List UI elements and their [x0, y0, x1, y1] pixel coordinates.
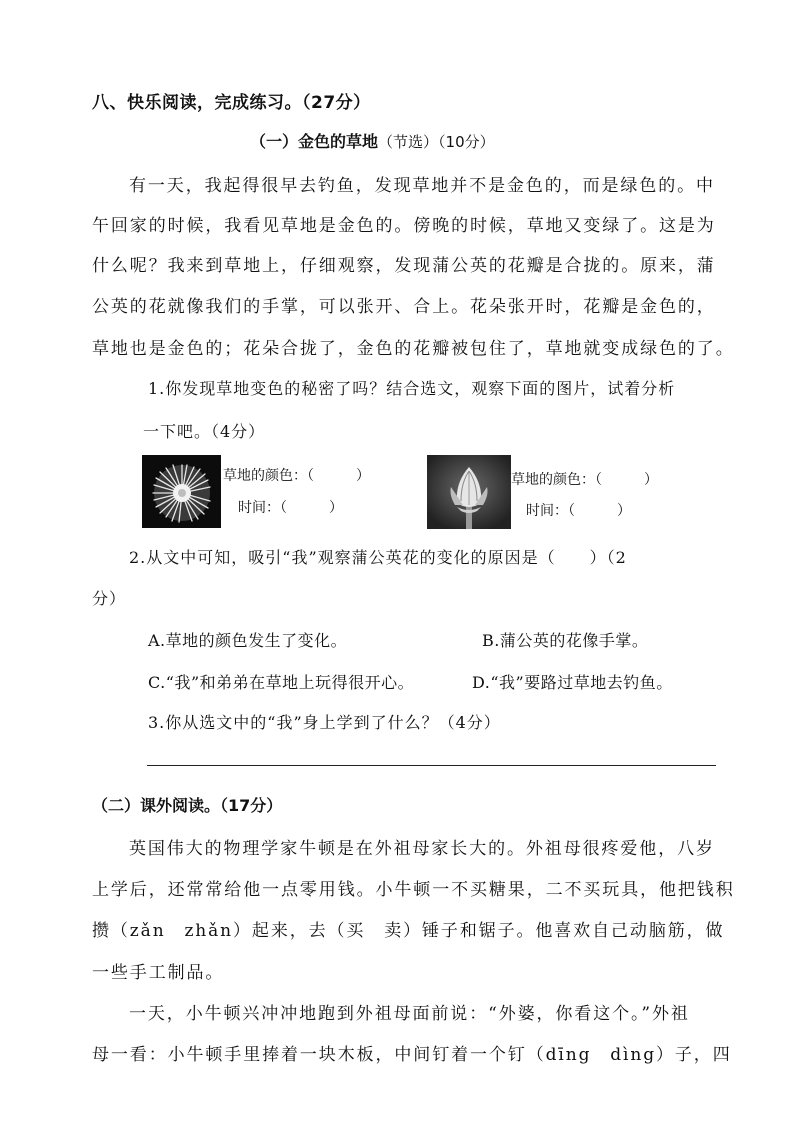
option-c: C.“我”和弟弟在草地上玩得很开心。: [148, 673, 415, 692]
passage1-line-5: 草地也是金色的；花朵合拢了，金色的花瓣被包住了，草地就变成绿色的了。: [92, 339, 735, 359]
passage2-line-3: 攒（zǎn zhǎn）起来，去（买 卖）锤子和锯子。他喜欢自己动脑筋，做: [92, 921, 725, 941]
image1-time-label: 时间：（ ）: [238, 500, 343, 516]
passage2-line-6: 母一看：小牛顿手里捧着一块木板，中间钉着一个钉（dīng dìng）子，四: [92, 1045, 732, 1065]
passage2-line-5: 一天，小牛顿兴冲冲地跑到外祖母面前说：“外婆，你看这个。”外祖: [129, 1004, 690, 1024]
question-1-line-2: 一下吧。（4分）: [143, 422, 266, 441]
open-dandelion-photo: [142, 455, 221, 528]
passage2-line-2: 上学后，还常常给他一点零用钱。小牛顿一不买糖果，二不买玩具，他把钱积: [92, 880, 735, 900]
question-3: 3.你从选文中的“我”身上学到了什么？（4分）: [148, 713, 501, 732]
option-a: A.草地的颜色发生了变化。: [148, 631, 348, 650]
question-1-line-1: 1.你发现草地变色的秘密了吗？结合选文，观察下面的图片，试着分析: [148, 379, 676, 398]
option-d: D.“我”要路过草地去钓鱼。: [472, 673, 673, 692]
passage1-line-4: 公英的花就像我们的手掌，可以张开、合上。花朵张开时，花瓣是金色的，: [92, 297, 716, 317]
part1-title: [250, 129, 495, 152]
question-2-line-2: 分）: [92, 589, 127, 608]
part1-score: （10分）: [438, 133, 495, 151]
passage2-line-1: 英国伟大的物理学家牛顿是在外祖母家长大的。外祖母很疼爱他，八岁: [129, 839, 715, 859]
section-title: 八、快乐阅读，完成练习。（27分）: [92, 93, 371, 113]
image1-color-label: 草地的颜色：（ ）: [223, 468, 370, 484]
part1-note: （节选）: [378, 133, 439, 151]
passage1-line-3: 什么呢？我来到草地上，仔细观察，发现蒲公英的花瓣是合拢的。原来，蒲: [92, 256, 716, 276]
passage1-line-2: 午回家的时候，我看见草地是金色的。傍晚的时候，草地又变绿了。这是为: [92, 216, 716, 236]
closed-dandelion-photo: [427, 455, 511, 529]
part2-title: （二）课外阅读。（17分）: [92, 796, 283, 815]
part1-title-text: （一）金色的草地: [250, 132, 379, 151]
question-2-line-1: 2.从文中可知，吸引“我”观察蒲公英花的变化的原因是（ ）（2: [129, 548, 627, 567]
passage2-line-4: 一些手工制品。: [92, 963, 225, 983]
answer-line: [147, 765, 716, 766]
passage1-line-1: 有一天，我起得很早去钓鱼，发现草地并不是金色的，而是绿色的。中: [129, 176, 715, 196]
option-b: B.蒲公英的花像手掌。: [482, 631, 649, 650]
image2-color-label: 草地的颜色：（ ）: [511, 472, 658, 488]
image2-time-label: 时间：（ ）: [526, 503, 631, 519]
